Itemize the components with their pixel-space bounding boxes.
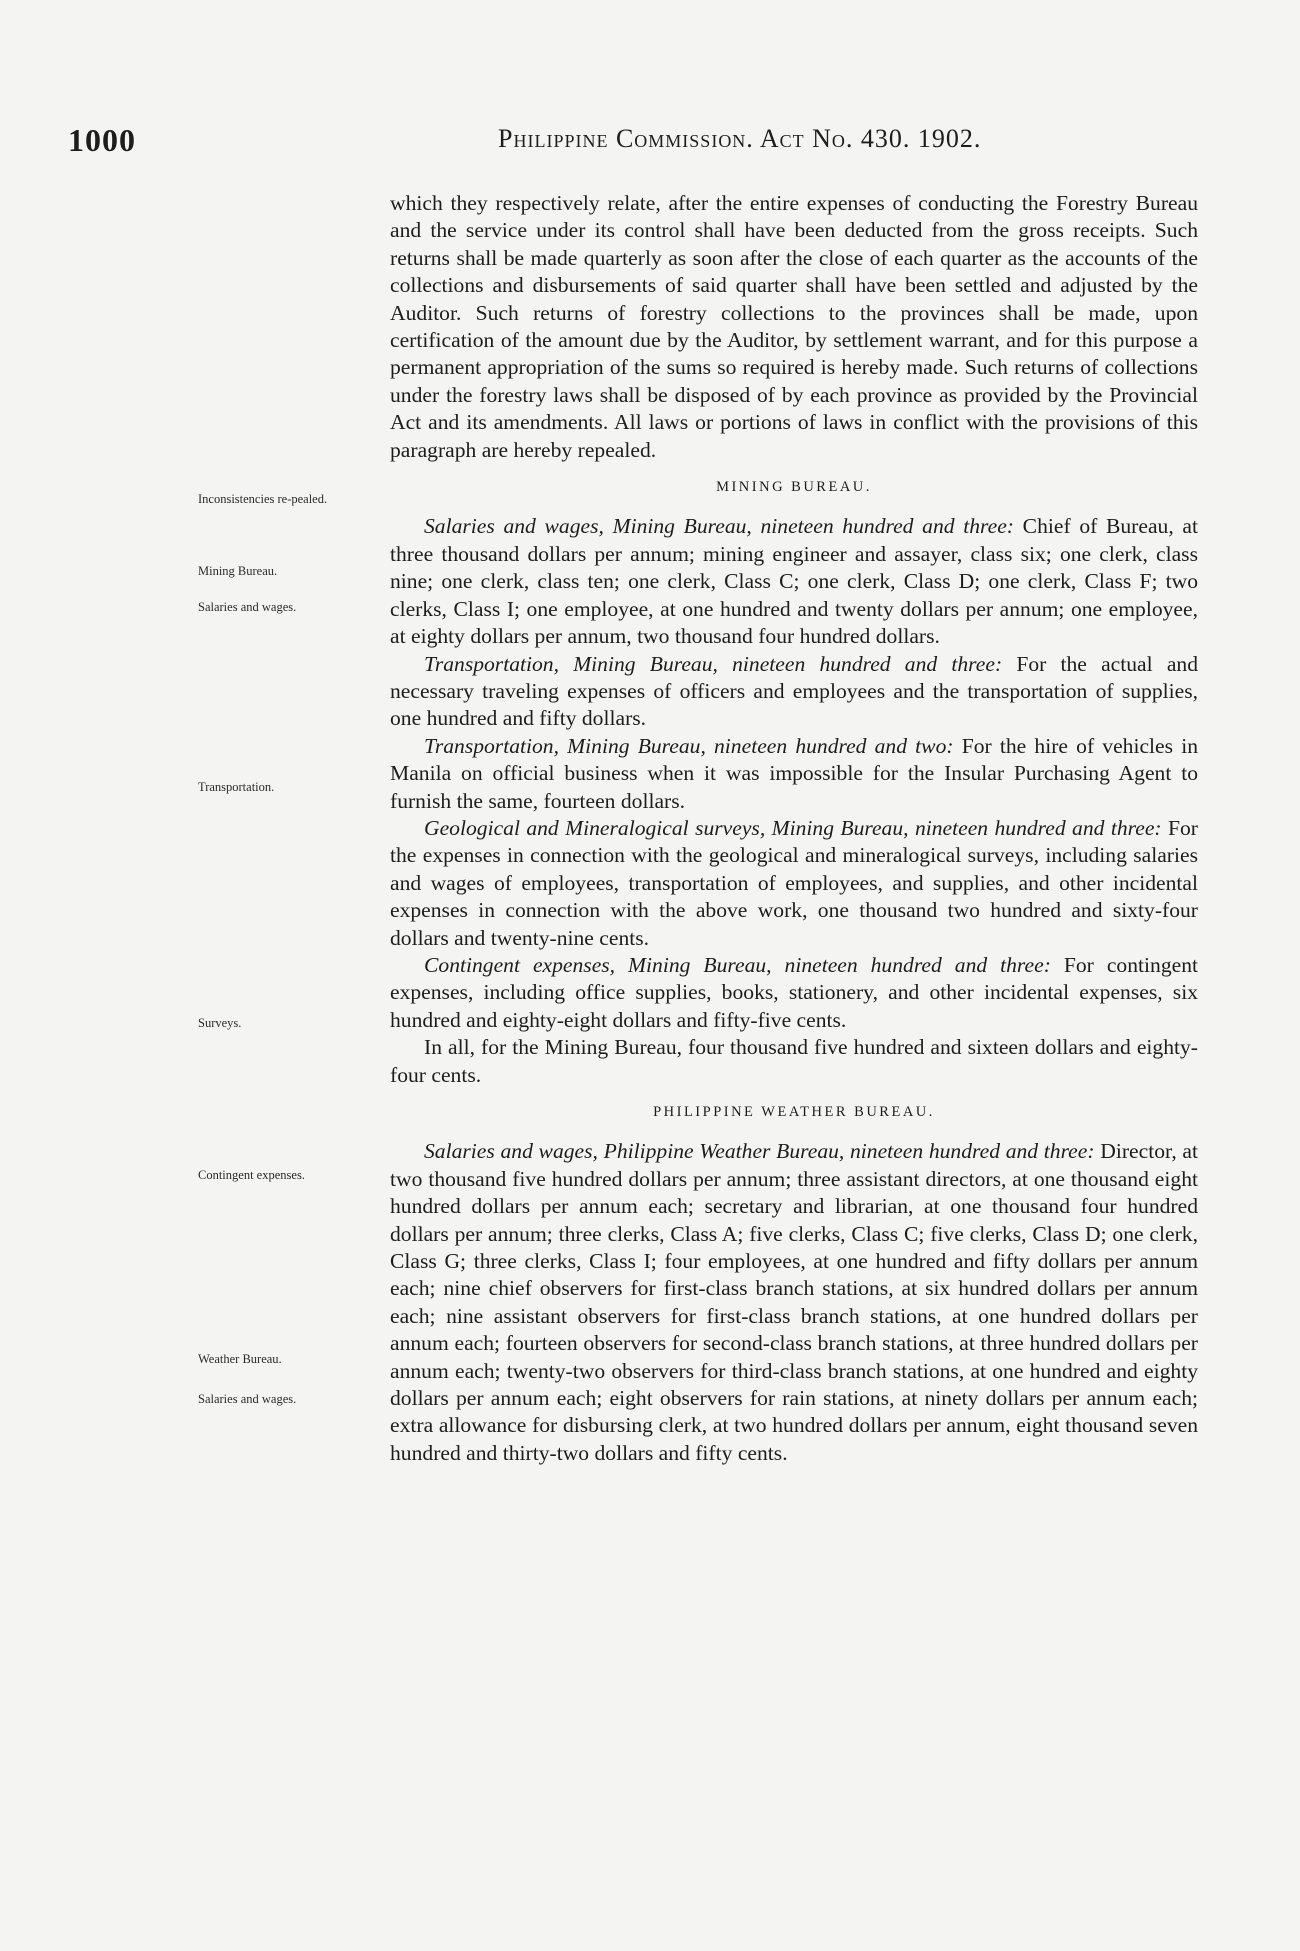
margin-note-weather-bureau: Weather Bureau. (198, 1352, 282, 1366)
item-lead: Salaries and wages, Philippine Weather Bureau, nineteen hundred and three: (424, 1139, 1095, 1164)
paragraph-in-all-mining: In all, for the Mining Bureau, four thousand five hundred and sixteen dollars and eighty-four cents. (390, 1035, 1198, 1087)
paragraph-contingent (390, 952, 1198, 1034)
item-lead: Transportation, Mining Bureau, nineteen hundred and three: (424, 651, 1003, 676)
item-text: Director, at two thousand five hundred dollars per annum; three assistant directors, at one thousand eight hundred dollars per annum each; secretary and librarian, at one thousand four hundred dollars per annum; three clerks, Class A; five clerks, Class C; five clerks, Class D; one clerk, Class G; three clerks, Class I; four employees, at one hundred and fifty dollars per annum each; nine chief observers for first-class branch stations, at six hundred dollars per annum each; nine assistant observers for first-class branch stations, at one hundred dollars per annum each; fourteen observers for second-class branch stations, at three hundred dollars per annum each; twenty-two observers for third-class branch stations, at one hundred and eighty dollars per annum each; eight observers for rain stations, at ninety dollars per annum each; extra allowance for disbursing clerk, at two hundred dollars per annum, eight thousand seven hundred and thirty-two dollars and fifty cents. (390, 1139, 1198, 1465)
margin-note-surveys: Surveys. (198, 1016, 242, 1030)
item-lead: Transportation, Mining Bureau, nineteen hundred and two: (424, 733, 954, 758)
item-text: For the expenses in connection with the geological and mineralogical surveys, including salaries and wages of employees, transportation of employees, and supplies, and other incidental expenses in connection with the above work, one thousand two hundred and sixty-four dollars and twenty-nine cents. (390, 815, 1198, 950)
paragraph-surveys (390, 815, 1198, 952)
item-text: For contingent expenses, including office supplies, books, stationery, and other incidental expenses, six hundred and eighty-eight dollars and fifty-five cents. (390, 952, 1198, 1032)
section-heading-mining-bureau: MINING BUREAU. (716, 479, 872, 496)
running-head: Philippine Commission. Act No. 430. 1902. (498, 124, 982, 153)
paragraph-forestry-returns: which they respectively relate, after the entire expenses of conducting the Forestry Bureau and the service under its control shall have been deducted from the gross receipts. Such returns shall be made quarterly as soon after the close of each quarter as the accounts of the collections and disbursements of said quarter shall have been settled and adjusted by the Auditor. Such returns of forestry collections to the provinces shall be made, upon certification of the amount due by the Auditor, by settlement warrant, and for this purpose a permanent appropriation of the sums so required is hereby made. Such returns of collections under the forestry laws shall be disposed of by each province as provided by the Provincial Act and its amendments. All laws or portions of laws in conflict with the provisions of this paragraph are hereby repealed. (390, 191, 1198, 462)
margin-note-salaries-weather: Salaries and wages. (198, 1392, 297, 1406)
margin-note-transportation: Transportation. (198, 780, 275, 794)
paragraph-transportation-1902 (390, 733, 1198, 815)
margin-note-mining-bureau: Mining Bureau. (198, 564, 278, 578)
item-lead: Geological and Mineralogical surveys, Mining Bureau, nineteen hundred and three: (424, 815, 1162, 840)
margin-note-contingent: Contingent expenses. (198, 1168, 305, 1182)
item-lead: Salaries and wages, Mining Bureau, nineteen hundred and three: (424, 514, 1014, 539)
margin-note-salaries-mining: Salaries and wages. (198, 600, 297, 614)
item-text: Chief of Bureau, at three thousand dollars per annum; mining engineer and assayer, class six; one clerk, class nine; one clerk, class ten; one clerk, Class C; one clerk, Class D; one clerk, Class F; two clerks, Class I; one employee, at one hundred and twenty dollars per annum; one employee, at eighty dollars per annum, two thousand four hundred dollars. (390, 514, 1198, 649)
paragraph-salaries-mining (390, 513, 1198, 650)
page-number: 1000 (68, 122, 136, 158)
item-lead: Contingent expenses, Mining Bureau, nineteen hundred and three: (424, 952, 1051, 977)
item-text: For the hire of vehicles in Manila on official business when it was impossible for the Insular Purchasing Agent to furnish the same, fourteen dollars. (390, 733, 1198, 813)
page-header (68, 118, 1198, 158)
paragraph-transportation-1903 (390, 651, 1198, 733)
section-heading-weather-bureau: PHILIPPINE WEATHER BUREAU. (653, 1104, 935, 1120)
paragraph-salaries-weather (390, 1138, 1198, 1467)
item-text: For the actual and necessary traveling expenses of officers and employees and the transportation of supplies, one hundred and fifty dollars. (390, 651, 1198, 731)
margin-note-inconsistencies: Inconsistencies re-pealed. (198, 492, 328, 506)
body-text (390, 190, 1198, 1467)
